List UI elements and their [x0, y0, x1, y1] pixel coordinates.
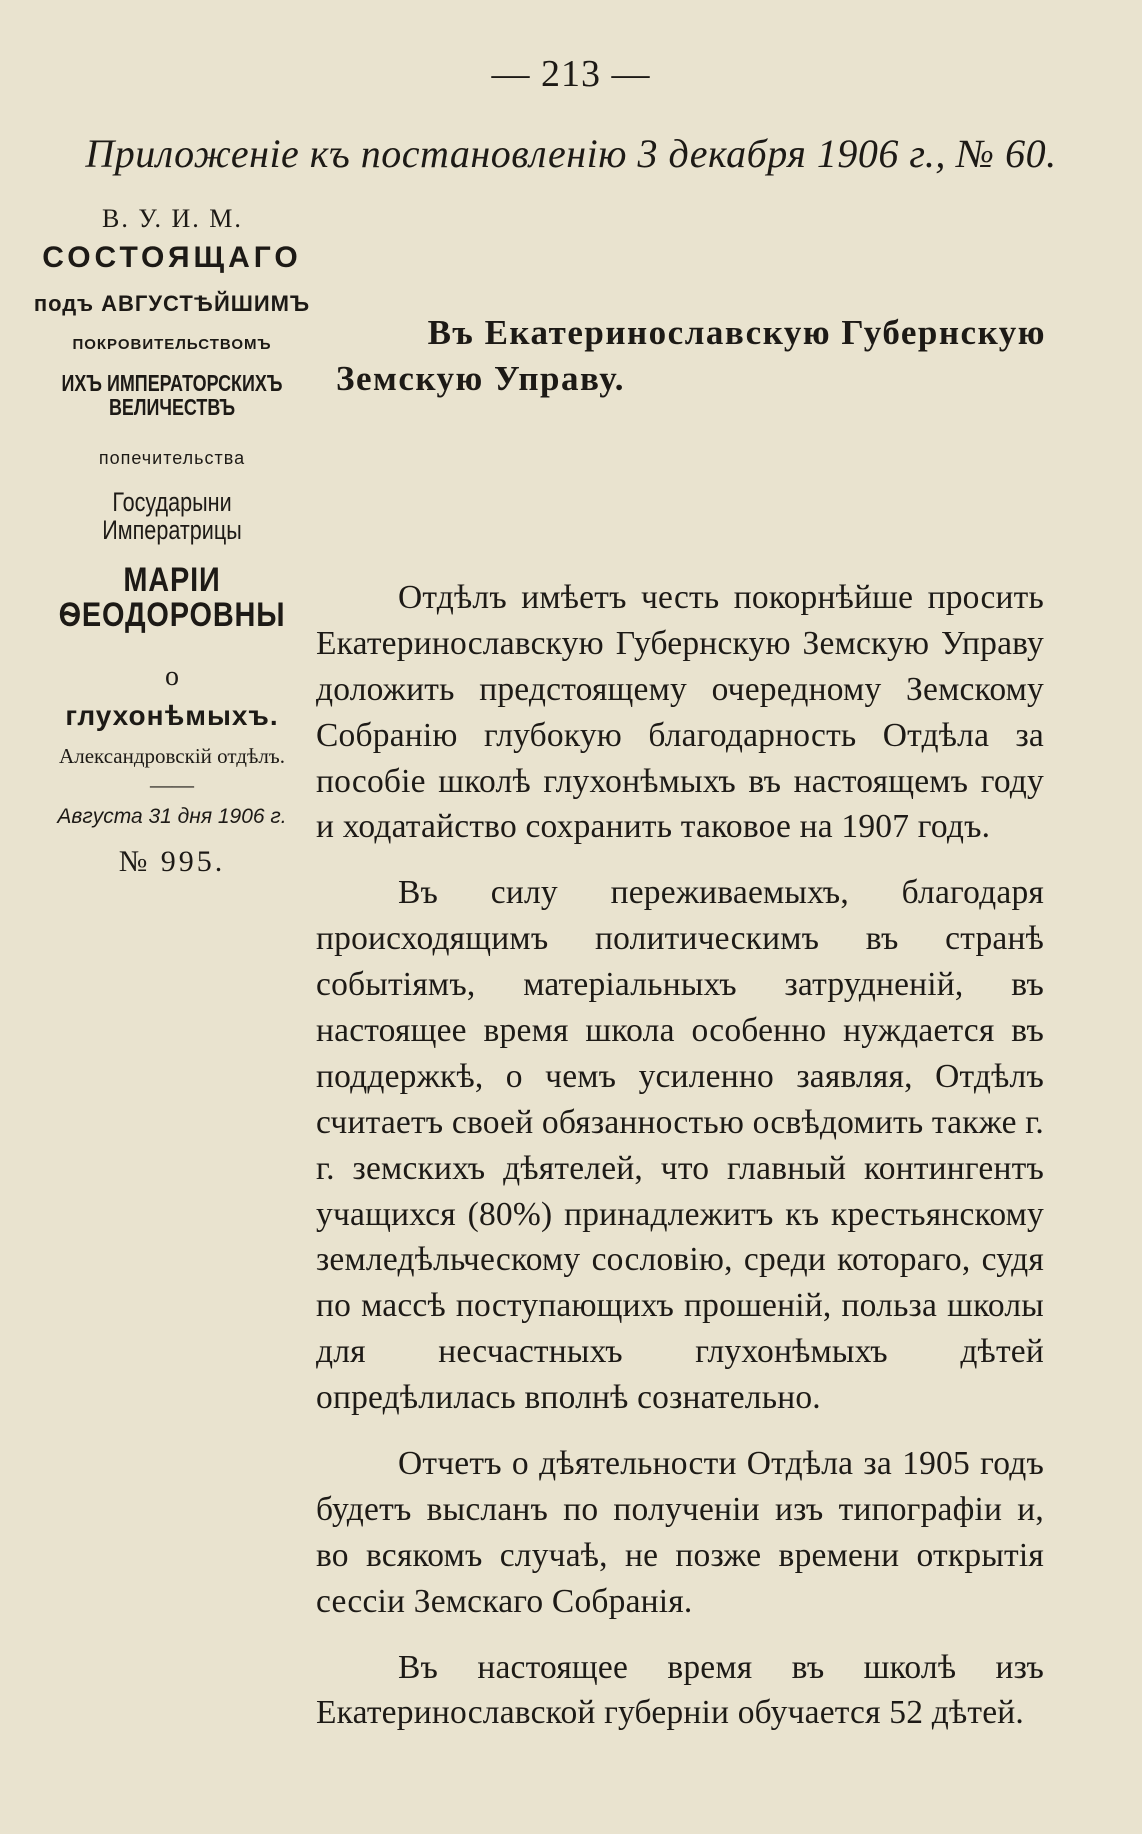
- stamp-dash: ——: [150, 771, 194, 797]
- stamp-date: Августа 31 дня 1906 г.: [57, 804, 287, 828]
- paragraph-1: Отдѣлъ имѣетъ честь покорнѣйше просить Екатеринославскую Губернскую Земскую Управу доложить предстоящему очередному Земскому Собранiю глубокую благодарность Отдѣла за пособiе школѣ глухонѣмыхъ въ настоящемъ году и ходатайство сохранить таковое на 1907 годъ.: [316, 579, 1044, 846]
- paragraph-2: Въ силу переживаемыхъ, благодаря происходящимъ политическимъ въ странѣ событiямъ, матерiальныхъ затрудненiй, въ настоящее время школа особенно нуждается въ поддержкѣ, о чемъ усиленно заявляя, Отдѣлъ считаетъ своей обязанностью освѣдомить также г. г. земскихъ дѣятелей, что главный контингентъ учащихся (80%) принадлежитъ къ крестьянскому земледѣльческому сословiю, среди котораго, судя по массѣ поступающихъ прошенiй, польза школы для несчастныхъ глухонѣмыхъ дѣтей опредѣлилась вполнѣ сознательно.: [316, 874, 1044, 1417]
- stamp-initials: В. У. И. М.: [102, 204, 243, 233]
- stamp-about: о: [165, 660, 179, 692]
- addressee: [336, 310, 1046, 401]
- page-number: — 213 —: [491, 53, 651, 95]
- stamp-deaf: глухонѣмыхъ.: [65, 700, 279, 732]
- letter-body: [316, 575, 1044, 1756]
- stamp-patronage: ПОКРОВИТЕЛЬСТВОМЪ: [72, 335, 272, 353]
- stamp-branch: Александровскiй отдѣлъ.: [59, 743, 285, 768]
- paragraph-3: Отчетъ о дѣятельности Отдѣла за 1905 годъ будетъ высланъ по полученiи изъ типографiи и, во всякомъ случаѣ, не позже времени открытiя сессiи Земскаго Собранiя.: [316, 1445, 1044, 1620]
- stamp-number: № 995.: [118, 844, 226, 878]
- paragraph-4: Въ настоящее время въ школѣ изъ Екатеринославской губернiи обучается 52 дѣтей.: [316, 1648, 1044, 1732]
- stamp-empress: Государыни Императрицы: [102, 486, 242, 546]
- stamp-guardianship: попечительства: [98, 447, 246, 468]
- stamp-name: МАРІИ ѲЕОДОРОВНЫ: [58, 560, 286, 635]
- letterhead-stamp: [22, 205, 322, 877]
- stamp-under: подъ АВГУСТѢЙШИМЪ: [33, 290, 311, 316]
- addressee-line-1: Въ Екатеринославскую Губернскую: [427, 313, 1046, 352]
- stamp-imperial: ИХЪ ИМПЕРАТОРСКИХЪ ВЕЛИЧЕСТВЪ: [61, 369, 283, 420]
- appendix-heading: Приложенiе къ постановленiю 3 декабря 1906 г., № 60.: [85, 131, 1057, 176]
- stamp-org: СОСТОЯЩАГО: [42, 241, 302, 275]
- addressee-line-2: Земскую Управу.: [336, 358, 625, 398]
